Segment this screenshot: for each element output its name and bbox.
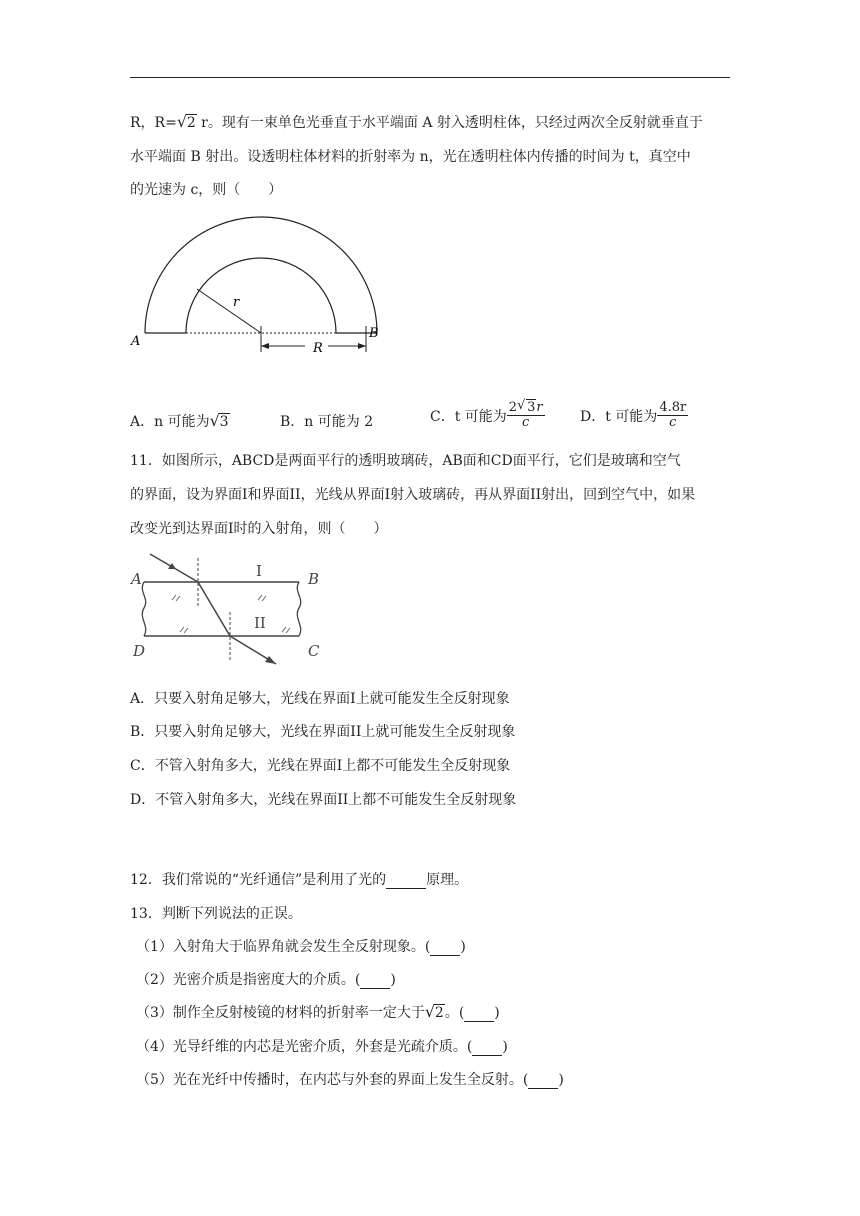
- q13-item-2-text: （2）光密介质是指密度大的介质。(: [136, 972, 361, 988]
- fraction-numerator: 4.8r: [659, 400, 687, 415]
- dim-arrow-right: [358, 343, 366, 349]
- sqrt-value: 2: [186, 115, 196, 131]
- q13-item-5: [136, 1069, 564, 1089]
- label-D: D: [133, 642, 146, 660]
- semicircle-ring-figure: [125, 212, 385, 362]
- q13-item-4-end: ): [502, 1039, 508, 1055]
- sqrt-symbol: √ 2: [176, 112, 196, 131]
- num-sqrt-value: 3: [527, 400, 536, 415]
- header-rule: [130, 77, 730, 78]
- sqrt-symbol: √ 3: [517, 398, 536, 415]
- q12-text-before: 12．我们常说的“光纤通信”是利用了光的: [130, 872, 387, 888]
- label-interface-II: II: [254, 614, 266, 632]
- q13-item-3: [136, 1002, 500, 1022]
- q12-answer-blank[interactable]: [386, 872, 426, 889]
- broken-edge-right: [297, 582, 300, 636]
- label-A: A: [131, 570, 142, 588]
- fraction-numerator: [507, 398, 545, 416]
- q13-item-4: [136, 1036, 508, 1056]
- q10-line-2: 水平端面 B 射出。设透明柱体材料的折射率为 n，光在透明柱体内传播的时间为 t，真空中: [130, 149, 691, 165]
- q10-line-3: 的光速为 c，则（ ）: [130, 182, 283, 198]
- option-a-sqrt-value: 3: [219, 414, 229, 430]
- q11-line-2: 的界面，设为界面I和界面II，光线从界面I射入玻璃砖，再从界面II射出，回到空气中，如果: [130, 487, 696, 503]
- q13-title: 13．判断下列说法的正误。: [130, 906, 302, 922]
- label-C: C: [308, 642, 320, 660]
- num-coefficient: 2: [508, 400, 518, 415]
- option-b-text: n 可能为 2: [304, 414, 374, 430]
- q13-item-3-mid: 。(: [444, 1005, 465, 1021]
- option-a-prefix: A．: [130, 414, 155, 430]
- q10-option-b: [280, 411, 373, 431]
- emergent-arrow-icon: [265, 656, 276, 664]
- q10-line-1: [130, 112, 703, 132]
- q11-option-a: A．只要入射角足够大，光线在界面I上就可能发生全反射现象: [130, 691, 510, 707]
- radius-r-line: [197, 289, 261, 333]
- label-A: A: [131, 334, 141, 349]
- q13-item-5-end: ): [558, 1072, 564, 1088]
- q11-option-d: D．不管入射角多大，光线在界面II上都不可能发生全反射现象: [130, 792, 517, 808]
- option-c-fraction: [507, 398, 545, 431]
- q13-item-2-blank[interactable]: [360, 972, 390, 989]
- label-interface-I: I: [256, 562, 262, 580]
- q11-line-3: 改变光到达界面I时的入射角，则（ ）: [130, 521, 388, 537]
- q10-option-a: [130, 411, 230, 431]
- q10-option-c: [430, 398, 545, 431]
- refracted-ray: [198, 582, 230, 636]
- q13-item-2-end: ): [390, 972, 396, 988]
- q13-item-1-end: ): [460, 939, 466, 955]
- label-B: B: [308, 570, 320, 588]
- q13-item-2: [136, 969, 396, 989]
- q13-item-5-blank[interactable]: [528, 1072, 558, 1089]
- option-a-text: n 可能为: [154, 414, 210, 430]
- q13-item-5-text: （5）光在光纤中传播时，在内芯与外套的界面上发生全反射。(: [136, 1072, 529, 1088]
- q11-line-1: 11．如图所示，ABCD是两面平行的透明玻璃砖，AB面和CD面平行，它们是玻璃和空气: [130, 453, 681, 469]
- outer-arc: [145, 217, 377, 333]
- q12-text-after: 原理。: [426, 872, 469, 888]
- q13-item-4-blank[interactable]: [472, 1039, 502, 1056]
- fraction-denominator: c: [669, 415, 677, 431]
- q12-line: [130, 869, 468, 889]
- q11-option-c: C．不管入射角多大，光线在界面I上都不可能发生全反射现象: [130, 758, 511, 774]
- q13-item-4-text: （4）光导纤维的内芯是光密介质，外套是光疏介质。(: [136, 1039, 473, 1055]
- q13-item-3-blank[interactable]: [464, 1005, 494, 1022]
- glass-hatch-marks: [172, 595, 290, 633]
- q13-item-1-text: （1）入射角大于临界角就会发生全反射现象。(: [136, 939, 431, 955]
- label-r: r: [233, 295, 240, 310]
- broken-edge-left: [142, 582, 145, 636]
- q13-item-3-text: （3）制作全反射棱镜的材料的折射率一定大于: [136, 1005, 425, 1021]
- option-d-prefix: D．: [580, 408, 606, 425]
- option-c-text: t 可能为: [454, 408, 507, 425]
- inner-arc: [186, 258, 336, 333]
- sqrt-symbol: √ 2: [424, 1002, 444, 1021]
- option-b-prefix: B．: [280, 414, 305, 430]
- q13-item-3-end: ): [494, 1005, 500, 1021]
- sqrt-symbol: √ 3: [209, 411, 229, 430]
- q13-item-1: [136, 936, 466, 956]
- q13-item-1-blank[interactable]: [430, 939, 460, 956]
- option-d-fraction: [657, 401, 688, 431]
- option-c-prefix: C．: [430, 408, 455, 425]
- glass-slab-figure: [128, 548, 338, 668]
- q10-line-1-part-a: R，R=: [130, 115, 177, 131]
- option-d-text: t 可能为: [605, 408, 658, 425]
- num-variable: r: [536, 400, 543, 415]
- q13-item-3-sqrt-value: 2: [434, 1005, 444, 1021]
- q10-option-d: [580, 401, 688, 431]
- label-B: B: [369, 326, 379, 341]
- dim-arrow-left: [261, 343, 269, 349]
- label-R: R: [313, 341, 323, 356]
- q10-line-1-part-b: r。现有一束单色光垂直于水平端面 A 射入透明柱体，只经过两次全反射就垂直于: [196, 115, 703, 131]
- q11-option-b: B．只要入射角足够大，光线在界面II上就可能发生全反射现象: [130, 724, 516, 740]
- fraction-denominator: c: [522, 415, 530, 431]
